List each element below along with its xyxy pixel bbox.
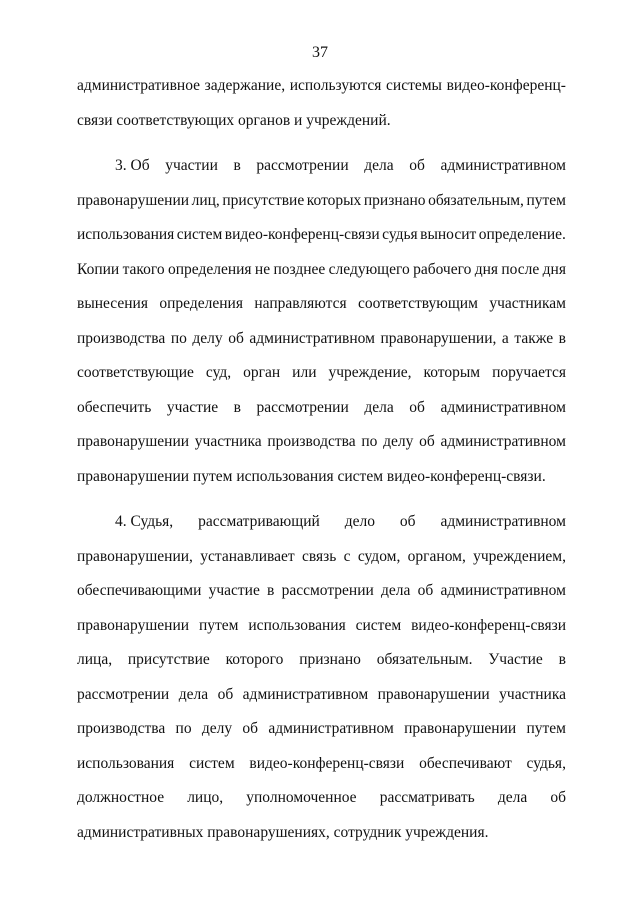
word: направляются bbox=[254, 295, 347, 312]
word: рассмотрении bbox=[256, 398, 349, 416]
word: определения bbox=[159, 295, 243, 312]
word: лицо, bbox=[187, 789, 224, 806]
word: об bbox=[242, 720, 259, 737]
text-line bbox=[77, 260, 566, 295]
word: судья bbox=[382, 226, 418, 243]
word: административном bbox=[440, 513, 566, 530]
text-line bbox=[77, 76, 566, 111]
word: Участие bbox=[488, 651, 543, 668]
word: об bbox=[550, 789, 566, 806]
word: рассмотрении bbox=[256, 157, 349, 174]
word: в bbox=[267, 582, 275, 599]
word: которого bbox=[225, 651, 284, 668]
word: рабочего bbox=[413, 260, 472, 278]
word: обязательным, bbox=[428, 191, 524, 209]
word: рассмотрении bbox=[77, 685, 170, 703]
word: определения bbox=[167, 260, 252, 278]
text-line bbox=[77, 111, 566, 146]
word: видео-конференц-связи bbox=[411, 616, 566, 634]
word: используются bbox=[289, 77, 382, 94]
word: признано bbox=[299, 651, 361, 668]
word: соответствующие bbox=[77, 364, 194, 381]
word: дела bbox=[381, 582, 411, 599]
text-line bbox=[77, 156, 566, 191]
word: дня bbox=[474, 260, 498, 278]
word: административных правонарушениях, сотрудник учреждения. bbox=[77, 823, 489, 841]
word: в bbox=[233, 398, 241, 416]
word: обязательным. bbox=[376, 651, 473, 668]
text-line bbox=[77, 788, 566, 823]
word: которых bbox=[306, 191, 362, 209]
text-line bbox=[77, 754, 566, 789]
word: об bbox=[419, 433, 435, 450]
word: 3. Об bbox=[115, 157, 150, 174]
word: административном bbox=[440, 433, 566, 450]
word: вынесения bbox=[77, 295, 148, 312]
word: определение. bbox=[478, 226, 566, 243]
word: рассматривающий bbox=[198, 513, 320, 530]
word: соответствующим bbox=[358, 295, 478, 312]
word: рассмотрении bbox=[281, 582, 374, 599]
word: систем bbox=[176, 226, 223, 243]
word: устанавливает bbox=[200, 547, 295, 565]
word: обеспечить bbox=[77, 398, 152, 416]
document-body bbox=[77, 76, 566, 857]
page-number: 37 bbox=[312, 44, 328, 61]
paragraph bbox=[77, 512, 566, 857]
word: административном bbox=[268, 720, 394, 737]
word: признано bbox=[363, 191, 426, 209]
text-line bbox=[77, 650, 566, 685]
word: 4. Судья, bbox=[115, 513, 174, 530]
word: правонарушении путем использования систем видео-конференц-связи. bbox=[77, 467, 546, 485]
word: лица, bbox=[77, 651, 113, 668]
word: делу bbox=[201, 720, 233, 737]
text-line bbox=[77, 685, 566, 720]
word: правонарушении, bbox=[77, 547, 193, 565]
word: дела bbox=[364, 398, 394, 416]
text-line bbox=[77, 512, 566, 547]
paragraph bbox=[77, 76, 566, 145]
text-line bbox=[77, 363, 566, 398]
word: дела bbox=[497, 789, 528, 806]
word: в bbox=[233, 157, 241, 174]
word: дело bbox=[344, 513, 375, 530]
word: уполномоченное bbox=[246, 789, 357, 806]
word: лиц, bbox=[191, 191, 220, 209]
word: об bbox=[399, 513, 416, 530]
word: производства bbox=[77, 329, 166, 347]
word: обеспечивают bbox=[419, 754, 512, 772]
paragraph bbox=[77, 156, 566, 501]
word: выносит bbox=[420, 226, 477, 243]
word: административном bbox=[440, 398, 566, 416]
word: в bbox=[558, 329, 566, 347]
word: учреждение, bbox=[328, 364, 412, 381]
word: использования bbox=[77, 226, 175, 243]
word: правонарушении bbox=[377, 685, 490, 703]
word: присутствие bbox=[127, 651, 210, 668]
word: производства bbox=[77, 720, 166, 737]
word: участие bbox=[166, 398, 219, 416]
word: участника bbox=[194, 433, 262, 450]
word: об bbox=[417, 582, 434, 599]
word: системы bbox=[386, 77, 442, 94]
word: учреждением, bbox=[473, 547, 566, 565]
word: правонарушении bbox=[404, 720, 517, 737]
word: должностное bbox=[77, 789, 165, 806]
word: также bbox=[514, 329, 554, 347]
word: видео-конференц- bbox=[446, 77, 566, 94]
word: путем bbox=[526, 191, 566, 209]
text-line bbox=[77, 581, 566, 616]
text-line bbox=[77, 432, 566, 467]
word: обеспечивающими bbox=[77, 582, 202, 599]
word: а bbox=[501, 329, 509, 347]
word: присутствие bbox=[222, 191, 305, 209]
word: связь bbox=[302, 547, 337, 565]
text-line bbox=[77, 329, 566, 364]
text-line bbox=[77, 225, 566, 260]
text-line bbox=[77, 547, 566, 582]
word: делу bbox=[192, 329, 223, 347]
word: рассматривать bbox=[379, 789, 475, 806]
word: Копии bbox=[77, 260, 120, 278]
word: дня bbox=[542, 260, 566, 278]
text-line bbox=[77, 294, 566, 329]
word: участии bbox=[165, 157, 218, 174]
word: связи соответствующих органов и учреждений. bbox=[77, 111, 391, 129]
word: орган bbox=[243, 364, 281, 381]
word: задержание, bbox=[204, 77, 286, 94]
text-line bbox=[77, 719, 566, 754]
word: делу bbox=[383, 433, 414, 450]
word: участникам bbox=[489, 295, 566, 312]
word: видео-конференц-связи bbox=[249, 754, 405, 772]
word: производства bbox=[267, 433, 356, 450]
word: путем bbox=[526, 720, 566, 737]
word: об bbox=[409, 398, 425, 416]
word: административное bbox=[77, 77, 201, 94]
word: судом, bbox=[357, 547, 401, 565]
word: с bbox=[343, 547, 351, 565]
word: дела bbox=[178, 685, 209, 703]
word: систем bbox=[355, 616, 402, 634]
word: которым bbox=[423, 364, 481, 381]
word: такого bbox=[122, 260, 165, 278]
word: об bbox=[228, 329, 244, 347]
word: суд, bbox=[205, 364, 232, 381]
word: правонарушении bbox=[77, 616, 190, 634]
word: дела bbox=[364, 157, 394, 174]
word: судья, bbox=[526, 754, 566, 772]
word: использования bbox=[248, 616, 346, 634]
word: видео-конференц-связи bbox=[224, 226, 380, 243]
text-line bbox=[77, 823, 566, 858]
word: административном bbox=[242, 685, 369, 703]
word: в bbox=[558, 651, 566, 668]
word: правонарушении bbox=[77, 191, 190, 209]
word: административном bbox=[440, 582, 566, 599]
word: правонарушении bbox=[77, 433, 190, 450]
word: не bbox=[254, 260, 271, 278]
word: административном bbox=[440, 157, 566, 174]
word: следующего bbox=[328, 260, 410, 278]
word: использования bbox=[77, 754, 175, 772]
word: путем bbox=[198, 616, 239, 634]
word: участие bbox=[208, 582, 260, 599]
text-line bbox=[77, 191, 566, 226]
word: административном bbox=[249, 329, 375, 347]
word: органом, bbox=[407, 547, 466, 565]
word: правонарушении, bbox=[380, 329, 497, 347]
word: об bbox=[217, 685, 234, 703]
word: участника bbox=[499, 685, 566, 703]
text-line bbox=[77, 467, 566, 502]
word: об bbox=[409, 157, 425, 174]
text-line bbox=[77, 616, 566, 651]
word: по bbox=[361, 433, 378, 450]
word: или bbox=[292, 364, 317, 381]
word: по bbox=[170, 329, 187, 347]
word: систем bbox=[189, 754, 235, 772]
word: после bbox=[501, 260, 540, 278]
text-line bbox=[77, 398, 566, 433]
word: поручается bbox=[492, 364, 566, 381]
word: по bbox=[175, 720, 192, 737]
word: позднее bbox=[273, 260, 326, 278]
